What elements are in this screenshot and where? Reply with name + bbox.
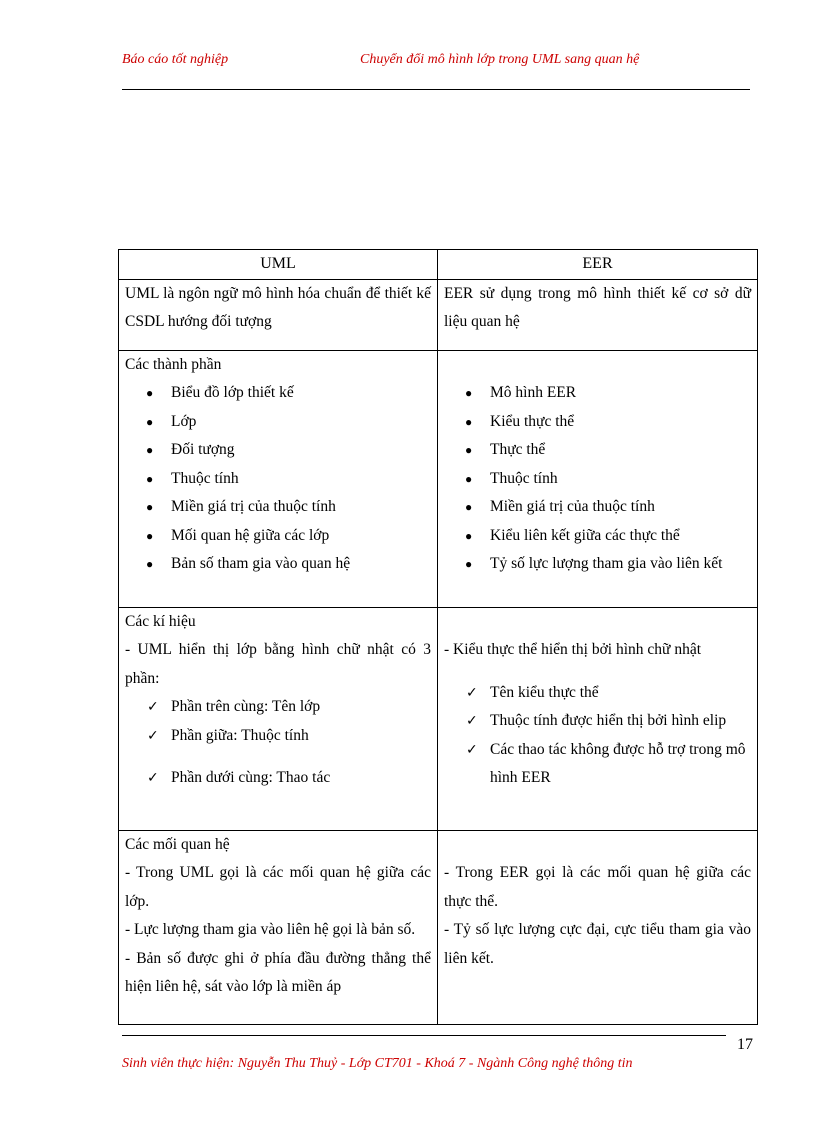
eer-relations-paragraph: - Tỷ số lực lượng cực đại, cực tiểu tham gia vào liên kết. (444, 921, 751, 967)
column-header-uml: UML (119, 250, 438, 280)
bullet-icon: ● (146, 386, 154, 400)
eer-definition-text: EER sử dụng trong mô hình thiết kế cơ sở dữ liệu quan hệ (444, 284, 751, 330)
list-item: ● Bản số tham gia vào quan hệ (125, 550, 431, 579)
bullet-icon: ● (465, 500, 473, 514)
bullet-icon: ● (146, 414, 154, 429)
header-divider (122, 89, 750, 90)
bullet-icon: ● (465, 443, 473, 457)
eer-notation-text: - Kiểu thực thể hiển thị bởi hình chữ nhật (444, 641, 702, 658)
list-item: ● Đối tượng (125, 436, 431, 465)
bullet-icon: ● (146, 528, 154, 543)
list-item: ● Kiểu liên kết giữa các thực thể (444, 522, 751, 551)
bullet-icon: ● (465, 386, 473, 400)
list-item: ● Thuộc tính (125, 465, 431, 494)
table-row (119, 607, 758, 830)
list-item: ● Mô hình EER (444, 379, 751, 408)
checkmark-icon: ✓ (147, 699, 159, 715)
bullet-icon: ● (465, 414, 473, 429)
bullet-icon: ● (146, 557, 154, 571)
uml-notation-heading: Các kí hiệu (125, 612, 196, 630)
uml-relations-cell (119, 830, 438, 1024)
list-item: ✓ Thuộc tính được hiển thị bởi hình elip (444, 707, 751, 736)
table-row (119, 830, 758, 1024)
footer-divider (122, 1035, 726, 1036)
list-item: ● Thuộc tính (444, 465, 751, 494)
checkmark-icon: ✓ (147, 770, 159, 786)
comparison-table (118, 249, 758, 1025)
checkmark-icon: ✓ (466, 713, 478, 729)
list-item: ✓ Phần dưới cùng: Thao tác (125, 764, 431, 793)
list-item: ● Mối quan hệ giữa các lớp (125, 522, 431, 551)
uml-notation-checklist (125, 693, 431, 793)
uml-notation-text: - UML hiển thị lớp bằng hình chữ nhật có 3 phần: (125, 641, 431, 687)
list-item: ● Thực thể (444, 436, 751, 465)
list-item: ● Miền giá trị của thuộc tính (444, 493, 751, 522)
list-item: ● Lớp (125, 408, 431, 437)
uml-components-list (125, 379, 431, 579)
header-left-title: Báo cáo tốt nghiệp (122, 52, 229, 67)
uml-relations-heading: Các mối quan hệ (125, 835, 230, 853)
list-item: ✓ Phần giữa: Thuộc tính (125, 722, 431, 751)
uml-notation-cell (119, 607, 438, 830)
header-right-title: Chuyển đổi mô hình lớp trong UML sang quan hệ (360, 52, 640, 67)
uml-definition-text: UML là ngôn ngữ mô hình hóa chuẩn để thiết kế CSDL hướng đối tượng (125, 284, 431, 330)
eer-relations-paragraph: - Trong EER gọi là các mối quan hệ giữa các thực thể. (444, 864, 751, 910)
list-item: ● Biểu đồ lớp thiết kế (125, 379, 431, 408)
list-item: ● Miền giá trị của thuộc tính (125, 493, 431, 522)
eer-components-cell (438, 350, 758, 607)
eer-relations-cell (438, 830, 758, 1024)
checkmark-icon: ✓ (147, 727, 159, 744)
bullet-icon: ● (146, 500, 154, 514)
bullet-icon: ● (146, 443, 154, 457)
list-item: ● Tỷ số lực lượng tham gia vào liên kết (444, 550, 751, 579)
uml-components-heading: Các thành phần (125, 355, 222, 373)
eer-definition-cell (438, 279, 758, 350)
uml-relations-paragraph: - Lực lượng tham gia vào liên hệ gọi là bản số. (125, 921, 416, 938)
table-header-row (119, 250, 758, 280)
list-item: ✓ Các thao tác không được hỗ trợ trong mô hình EER (444, 736, 751, 793)
eer-components-list (444, 379, 751, 579)
bullet-icon: ● (146, 471, 154, 486)
page-number: 17 (737, 1036, 753, 1053)
list-item: ✓ Phần trên cùng: Tên lớp (125, 693, 431, 722)
uml-definition-cell (119, 279, 438, 350)
bullet-icon: ● (465, 471, 473, 486)
table-row (119, 279, 758, 350)
eer-notation-cell (438, 607, 758, 830)
footer-author-line: Sinh viên thực hiện: Nguyễn Thu Thuỷ - Lớp CT701 - Khoá 7 - Ngành Công nghệ thông tin (122, 1056, 633, 1071)
uml-components-cell (119, 350, 438, 607)
column-header-eer: EER (438, 250, 758, 280)
checkmark-icon: ✓ (466, 741, 478, 758)
eer-notation-checklist (444, 679, 751, 793)
list-item: ● Kiểu thực thể (444, 408, 751, 437)
uml-relations-paragraph: - Bản số được ghi ở phía đầu đường thẳng thể hiện liên hệ, sát vào lớp là miền áp (125, 949, 431, 995)
list-item: ✓ Tên kiểu thực thể (444, 679, 751, 708)
bullet-icon: ● (465, 528, 473, 543)
checkmark-icon: ✓ (466, 684, 478, 701)
bullet-icon: ● (465, 557, 473, 571)
table-row (119, 350, 758, 607)
uml-relations-paragraph: - Trong UML gọi là các mối quan hệ giữa các lớp. (125, 864, 431, 910)
